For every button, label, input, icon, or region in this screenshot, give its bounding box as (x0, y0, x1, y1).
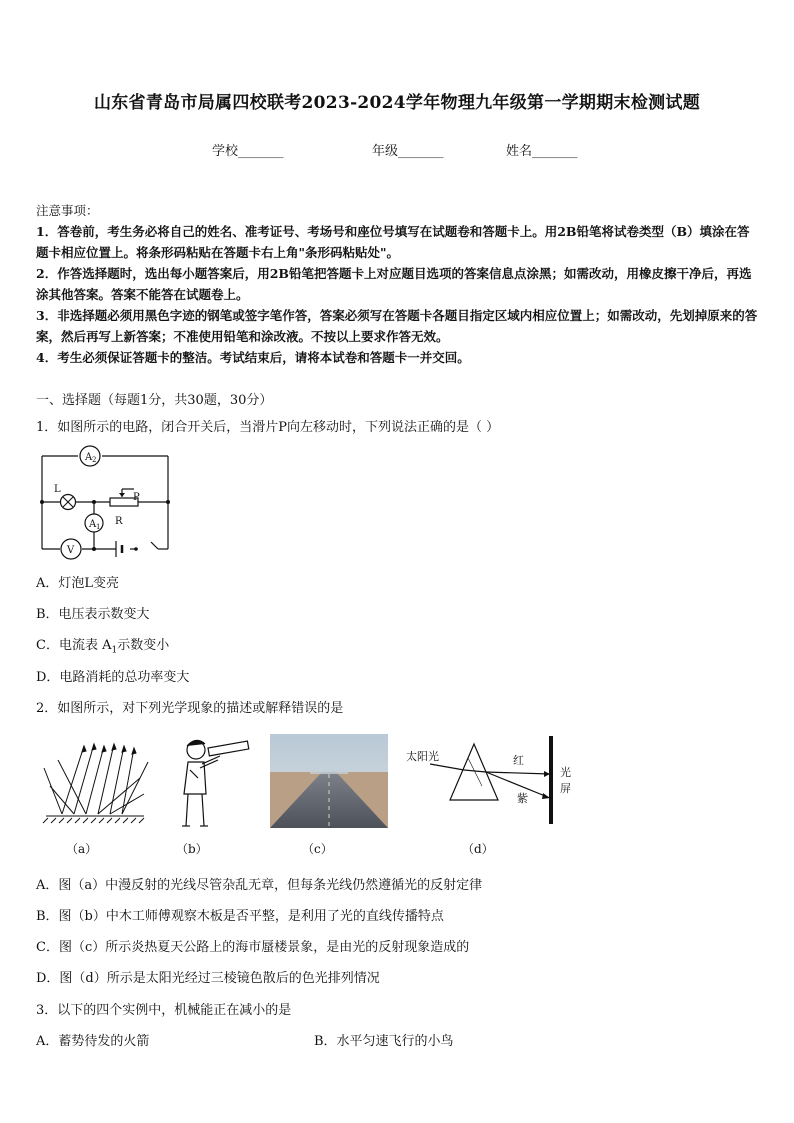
q3-option-b[interactable]: B．水平匀速飞行的小鸟 (314, 1034, 454, 1049)
grade-field[interactable]: 年级_______ (372, 144, 444, 159)
q3-option-a[interactable]: A．蓄势待发的火箭 (36, 1034, 150, 1049)
q1-option-c-sub: 1 (111, 645, 118, 656)
label-r: R (115, 516, 123, 527)
name-field[interactable]: 姓名_______ (506, 144, 578, 159)
caption-c: （c） (302, 842, 333, 856)
school-field[interactable]: 学校_______ (212, 144, 284, 159)
caption-b: （b） (176, 842, 208, 856)
page-title: 山东省青岛市局属四校联考2023-2024学年物理九年级第一学期期末检测试题 (93, 93, 701, 113)
label-red: 红 (513, 754, 524, 767)
q1-option-d[interactable]: D．电路消耗的总功率变大 (36, 670, 190, 685)
label-a2-sub: 2 (92, 456, 97, 464)
note-item: 4．考生必须保证答题卡的整洁。考试结束后，请将本试卷和答题卡一并交回。 (36, 350, 470, 365)
figure-d-prism-dispersion (400, 734, 580, 830)
label-sunlight: 太阳光 (406, 750, 439, 763)
label-v: V (67, 545, 75, 556)
notes-heading: 注意事项： (36, 203, 99, 218)
question-3-stem: 3．以下的四个实例中，机械能正在减小的是 (36, 1003, 292, 1018)
label-purple: 紫 (517, 792, 528, 805)
q2-option-a[interactable]: A．图（a）中漫反射的光线尽管杂乱无章，但每条光线仍然遵循光的反射定律 (36, 878, 483, 893)
q2-option-b[interactable]: B．图（b）中木工师傅观察木板是否平整，是利用了光的直线传播特点 (36, 909, 444, 924)
question-1-stem: 1．如图所示的电路，闭合开关后，当滑片P向左移动时，下列说法正确的是（ ） (36, 420, 500, 435)
label-screen: 光 (560, 766, 571, 779)
label-a1-sub: 1 (96, 523, 101, 531)
q2-option-c[interactable]: C．图（c）所示炎热夏天公路上的海市蜃楼景象，是由光的反射现象造成的 (36, 940, 470, 955)
question-2-stem: 2．如图所示，对下列光学现象的描述或解释错误的是 (36, 701, 344, 716)
note-item: 2．作答选择题时，选出每小题答案后，用2B铅笔把答题卡上对应题目选项的答案信息点涂黑；如需改动，用橡皮擦干净后，再选涂其他答案。答案不能答在试题卷上。 (36, 266, 752, 302)
notes-block (36, 200, 760, 368)
circuit-diagram (36, 444, 176, 564)
label-l: L (54, 484, 61, 495)
caption-d: （d） (462, 842, 494, 856)
label-p: P (133, 492, 140, 503)
figure-b-carpenter (172, 734, 252, 830)
q1-option-c-text: C．电流表 A (36, 638, 112, 653)
q2-option-d[interactable]: D．图（d）所示是太阳光经过三棱镜色散后的色光排列情况 (36, 971, 380, 986)
caption-a: （a） (66, 842, 98, 856)
label-a2: A (85, 452, 93, 463)
note-item: 3．非选择题必须用黑色字迹的钢笔或签字笔作答，答案必须写在答题卡各题目指定区域内相应位置上；如需改动，先划掉原来的答案，然后再写上新答案；不准使用铅笔和涂改液。不按以上要求作答无效。 (36, 308, 758, 344)
figure-a-diffuse-reflection (40, 738, 152, 824)
label-a1: A (89, 519, 97, 530)
label-screen-2: 屏 (560, 782, 571, 795)
q1-option-c[interactable] (36, 634, 169, 656)
note-item: 1．答卷前，考生务必将自己的姓名、准考证号、考场号和座位号填写在试题卷和答题卡上。用2B铅笔将试卷类型（B）填涂在答题卡相应位置上。将条形码粘贴在答题卡右上角"条形码粘贴处"。 (36, 224, 750, 260)
q1-option-a[interactable]: A．灯泡L变亮 (36, 576, 120, 591)
q1-option-b[interactable]: B．电压表示数变大 (36, 607, 150, 622)
figure-c-road-mirage-photo (270, 734, 388, 828)
q1-option-c-text-end: 示数变小 (117, 638, 170, 653)
section-heading: 一、选择题（每题1分，共30题，30分） (36, 393, 273, 408)
